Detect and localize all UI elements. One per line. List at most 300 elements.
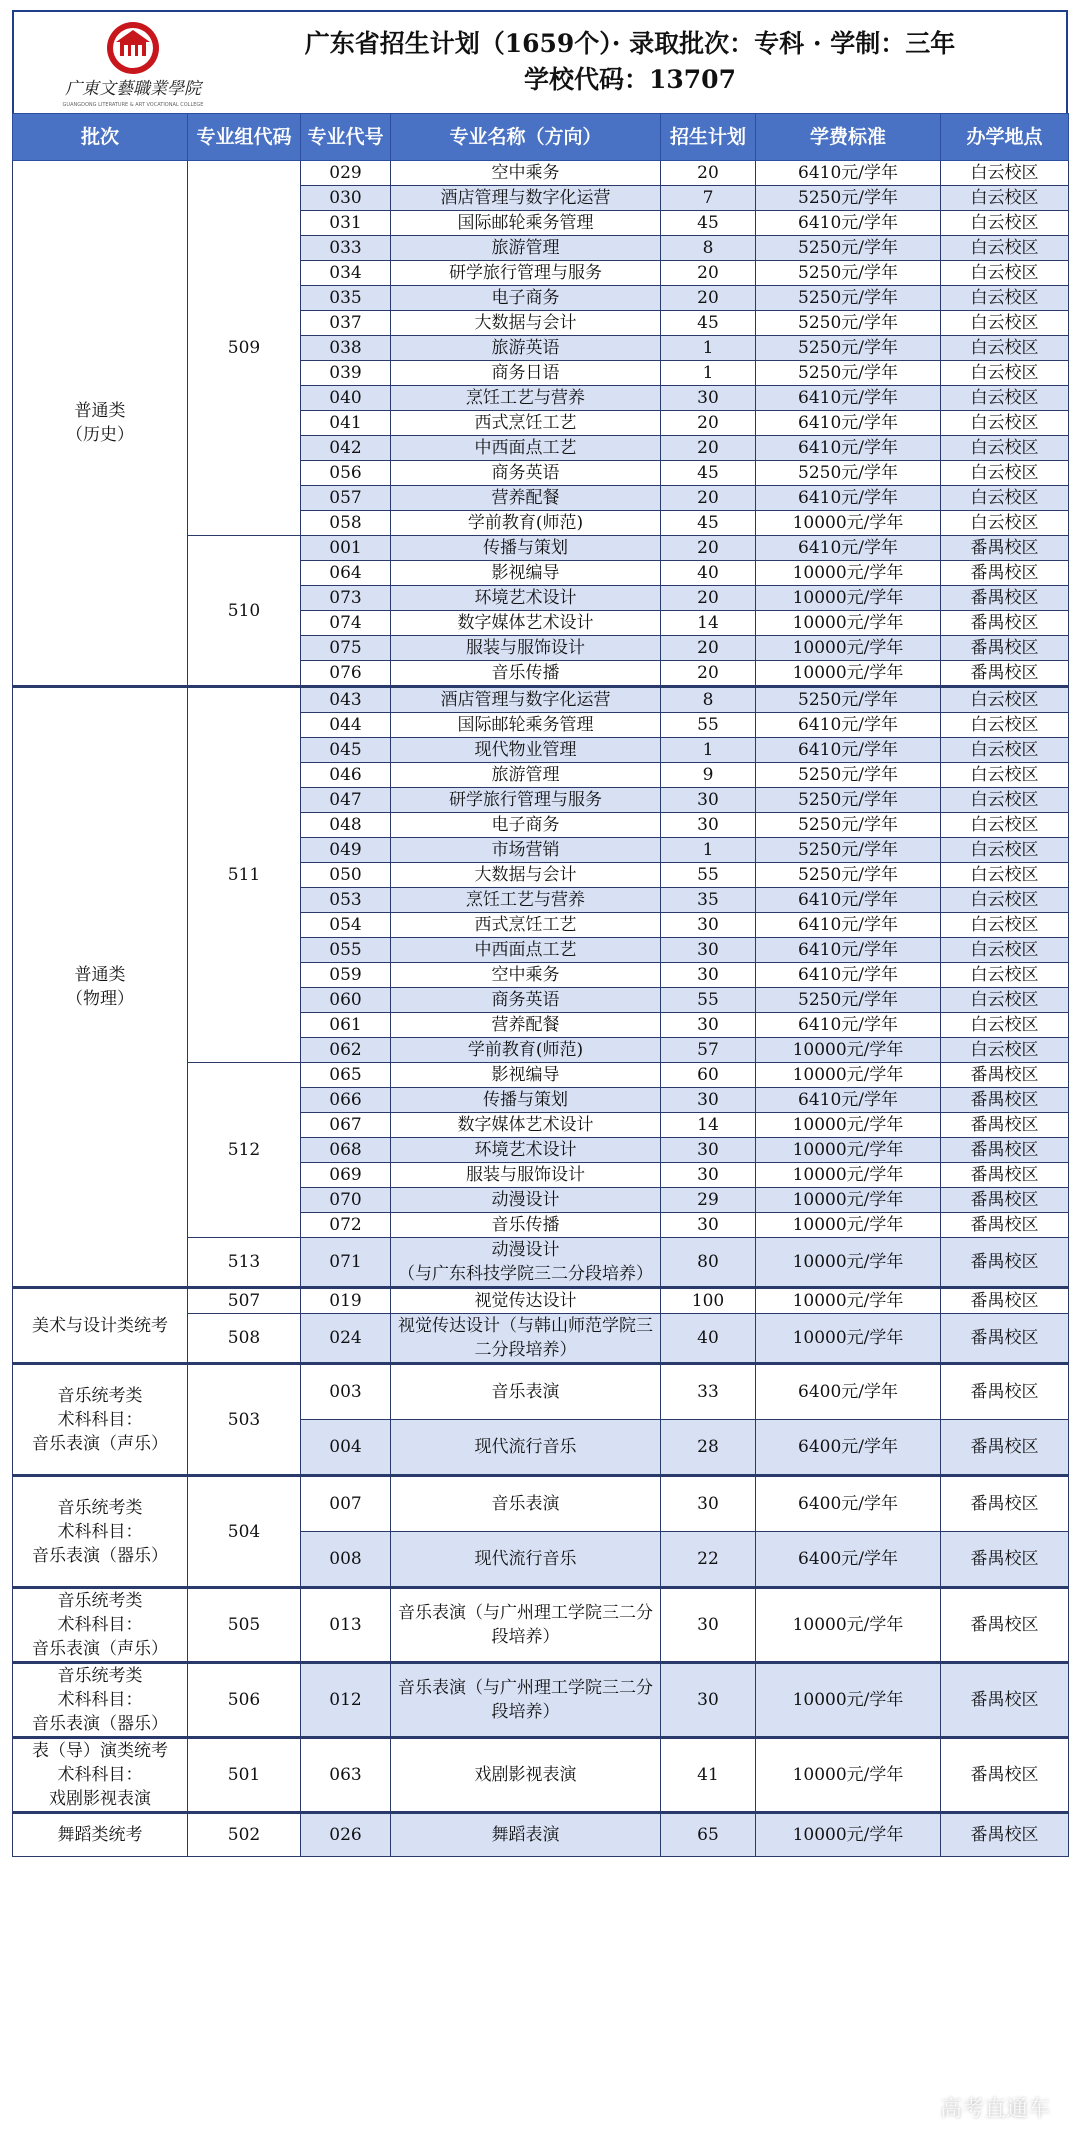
plan-count-cell: 30 — [661, 963, 756, 988]
school-logo-icon — [58, 18, 208, 110]
major-name-cell: 音乐表演 — [391, 1364, 661, 1420]
header — [12, 10, 1068, 113]
campus-cell: 白云校区 — [941, 411, 1069, 436]
campus-cell: 番禺校区 — [941, 1663, 1069, 1738]
major-name-cell: 视觉传达设计 — [391, 1288, 661, 1314]
major-name-cell: 营养配餐 — [391, 1013, 661, 1038]
major-name-cell: 服装与服饰设计 — [391, 1163, 661, 1188]
table-row — [13, 1364, 1069, 1420]
major-name-cell: 旅游英语 — [391, 336, 661, 361]
major-name-cell: 传播与策划 — [391, 536, 661, 561]
major-name-cell: 营养配餐 — [391, 486, 661, 511]
major-code-cell: 004 — [301, 1420, 391, 1476]
tuition-cell: 10000元/学年 — [756, 1213, 941, 1238]
batch-cell: 音乐统考类 术科科目： 音乐表演（器乐） — [13, 1476, 188, 1588]
group-code-cell: 505 — [188, 1588, 301, 1663]
batch-cell: 美术与设计类统考 — [13, 1288, 188, 1364]
plan-count-cell: 30 — [661, 913, 756, 938]
major-code-cell: 067 — [301, 1113, 391, 1138]
campus-cell: 番禺校区 — [941, 1113, 1069, 1138]
major-name-cell: 酒店管理与数字化运营 — [391, 687, 661, 713]
logo-text: 广東文藝職業學院 — [65, 79, 201, 99]
tuition-cell: 10000元/学年 — [756, 1188, 941, 1213]
campus-cell: 白云校区 — [941, 788, 1069, 813]
campus-cell: 白云校区 — [941, 687, 1069, 713]
plan-count-cell: 1 — [661, 738, 756, 763]
campus-cell: 番禺校区 — [941, 1813, 1069, 1857]
batch-cell: 表（导）演类统考 术科科目： 戏剧影视表演 — [13, 1738, 188, 1813]
col-header: 批次 — [13, 114, 188, 161]
table-row — [13, 1663, 1069, 1738]
major-code-cell: 046 — [301, 763, 391, 788]
plan-count-cell: 20 — [661, 636, 756, 661]
major-code-cell: 063 — [301, 1738, 391, 1813]
major-name-cell: 商务日语 — [391, 361, 661, 386]
plan-count-cell: 65 — [661, 1813, 756, 1857]
tuition-cell: 10000元/学年 — [756, 661, 941, 687]
tuition-cell: 10000元/学年 — [756, 1813, 941, 1857]
major-code-cell: 061 — [301, 1013, 391, 1038]
plan-count-cell: 41 — [661, 1738, 756, 1813]
major-name-cell: 传播与策划 — [391, 1088, 661, 1113]
major-name-cell: 旅游管理 — [391, 236, 661, 261]
plan-count-cell: 30 — [661, 788, 756, 813]
major-code-cell: 059 — [301, 963, 391, 988]
campus-cell: 番禺校区 — [941, 661, 1069, 687]
major-code-cell: 068 — [301, 1138, 391, 1163]
campus-cell: 番禺校区 — [941, 1364, 1069, 1420]
tuition-cell: 10000元/学年 — [756, 1038, 941, 1063]
plan-count-cell: 57 — [661, 1038, 756, 1063]
admission-table — [12, 113, 1069, 1857]
plan-count-cell: 30 — [661, 1213, 756, 1238]
plan-count-cell: 20 — [661, 436, 756, 461]
campus-cell: 白云校区 — [941, 511, 1069, 536]
major-name-cell: 大数据与会计 — [391, 311, 661, 336]
campus-cell: 白云校区 — [941, 913, 1069, 938]
tuition-cell: 10000元/学年 — [756, 1163, 941, 1188]
campus-cell: 白云校区 — [941, 311, 1069, 336]
campus-cell: 番禺校区 — [941, 611, 1069, 636]
major-name-cell: 市场营销 — [391, 838, 661, 863]
major-name-cell: 电子商务 — [391, 286, 661, 311]
group-code-cell: 502 — [188, 1813, 301, 1857]
major-name-cell: 现代流行音乐 — [391, 1420, 661, 1476]
major-name-cell: 动漫设计 — [391, 1188, 661, 1213]
plan-count-cell: 1 — [661, 838, 756, 863]
major-code-cell: 075 — [301, 636, 391, 661]
plan-count-cell: 30 — [661, 386, 756, 411]
major-code-cell: 043 — [301, 687, 391, 713]
major-code-cell: 019 — [301, 1288, 391, 1314]
plan-count-cell: 55 — [661, 863, 756, 888]
campus-cell: 白云校区 — [941, 211, 1069, 236]
batch-cell: 音乐统考类 术科科目： 音乐表演（声乐） — [13, 1588, 188, 1663]
major-name-cell: 电子商务 — [391, 813, 661, 838]
plan-count-cell: 30 — [661, 938, 756, 963]
tuition-cell: 6410元/学年 — [756, 963, 941, 988]
plan-count-cell: 45 — [661, 211, 756, 236]
major-code-cell: 041 — [301, 411, 391, 436]
major-code-cell: 053 — [301, 888, 391, 913]
major-code-cell: 070 — [301, 1188, 391, 1213]
major-name-cell: 服装与服饰设计 — [391, 636, 661, 661]
plan-count-cell: 55 — [661, 713, 756, 738]
major-name-cell: 影视编导 — [391, 1063, 661, 1088]
campus-cell: 白云校区 — [941, 461, 1069, 486]
tuition-cell: 6410元/学年 — [756, 1013, 941, 1038]
group-code-cell: 509 — [188, 161, 301, 536]
major-name-cell: 中西面点工艺 — [391, 938, 661, 963]
major-code-cell: 057 — [301, 486, 391, 511]
plan-count-cell: 20 — [661, 586, 756, 611]
tuition-cell: 6410元/学年 — [756, 386, 941, 411]
major-name-cell: 烹饪工艺与营养 — [391, 386, 661, 411]
tuition-cell: 10000元/学年 — [756, 1314, 941, 1364]
tuition-cell: 10000元/学年 — [756, 1063, 941, 1088]
tuition-cell: 5250元/学年 — [756, 788, 941, 813]
tuition-cell: 6400元/学年 — [756, 1532, 941, 1588]
campus-cell: 番禺校区 — [941, 586, 1069, 611]
major-code-cell: 024 — [301, 1314, 391, 1364]
plan-count-cell: 30 — [661, 1013, 756, 1038]
major-code-cell: 058 — [301, 511, 391, 536]
major-code-cell: 066 — [301, 1088, 391, 1113]
tuition-cell: 5250元/学年 — [756, 261, 941, 286]
campus-cell: 番禺校区 — [941, 1163, 1069, 1188]
major-code-cell: 055 — [301, 938, 391, 963]
major-name-cell: 国际邮轮乘务管理 — [391, 713, 661, 738]
tuition-cell: 6410元/学年 — [756, 161, 941, 186]
campus-cell: 白云校区 — [941, 261, 1069, 286]
major-name-cell: 影视编导 — [391, 561, 661, 586]
table-row — [13, 161, 1069, 186]
major-code-cell: 072 — [301, 1213, 391, 1238]
major-name-cell: 音乐表演 — [391, 1476, 661, 1532]
major-code-cell: 044 — [301, 713, 391, 738]
tuition-cell: 10000元/学年 — [756, 1588, 941, 1663]
plan-count-cell: 7 — [661, 186, 756, 211]
major-code-cell: 035 — [301, 286, 391, 311]
group-code-cell: 510 — [188, 536, 301, 687]
campus-cell: 番禺校区 — [941, 1138, 1069, 1163]
plan-count-cell: 30 — [661, 1588, 756, 1663]
tuition-cell: 10000元/学年 — [756, 561, 941, 586]
major-code-cell: 038 — [301, 336, 391, 361]
tuition-cell: 5250元/学年 — [756, 461, 941, 486]
major-code-cell: 062 — [301, 1038, 391, 1063]
major-name-cell: 空中乘务 — [391, 161, 661, 186]
plan-count-cell: 30 — [661, 1163, 756, 1188]
major-code-cell: 029 — [301, 161, 391, 186]
major-name-cell: 视觉传达设计（与韩山师范学院三 二分段培养） — [391, 1314, 661, 1364]
group-code-cell: 507 — [188, 1288, 301, 1314]
group-code-cell: 513 — [188, 1238, 301, 1288]
plan-count-cell: 20 — [661, 661, 756, 687]
campus-cell: 白云校区 — [941, 888, 1069, 913]
major-code-cell: 069 — [301, 1163, 391, 1188]
plan-count-cell: 8 — [661, 236, 756, 261]
plan-count-cell: 55 — [661, 988, 756, 1013]
plan-count-cell: 45 — [661, 311, 756, 336]
tuition-cell: 10000元/学年 — [756, 511, 941, 536]
major-name-cell: 舞蹈表演 — [391, 1813, 661, 1857]
major-code-cell: 056 — [301, 461, 391, 486]
group-code-cell: 508 — [188, 1314, 301, 1364]
plan-count-cell: 20 — [661, 161, 756, 186]
tuition-cell: 10000元/学年 — [756, 1288, 941, 1314]
campus-cell: 番禺校区 — [941, 1188, 1069, 1213]
plan-count-cell: 29 — [661, 1188, 756, 1213]
tuition-cell: 5250元/学年 — [756, 687, 941, 713]
major-code-cell: 050 — [301, 863, 391, 888]
major-code-cell: 033 — [301, 236, 391, 261]
tuition-cell: 10000元/学年 — [756, 636, 941, 661]
plan-count-cell: 20 — [661, 411, 756, 436]
tuition-cell: 10000元/学年 — [756, 1113, 941, 1138]
group-code-cell: 504 — [188, 1476, 301, 1588]
campus-cell: 番禺校区 — [941, 1588, 1069, 1663]
campus-cell: 白云校区 — [941, 1038, 1069, 1063]
tuition-cell: 5250元/学年 — [756, 186, 941, 211]
plan-count-cell: 30 — [661, 1663, 756, 1738]
major-code-cell: 003 — [301, 1364, 391, 1420]
campus-cell: 白云校区 — [941, 813, 1069, 838]
table-row — [13, 1288, 1069, 1314]
plan-count-cell: 35 — [661, 888, 756, 913]
campus-cell: 白云校区 — [941, 938, 1069, 963]
campus-cell: 白云校区 — [941, 161, 1069, 186]
major-code-cell: 045 — [301, 738, 391, 763]
plan-count-cell: 40 — [661, 561, 756, 586]
col-header: 办学地点 — [941, 114, 1069, 161]
major-code-cell: 049 — [301, 838, 391, 863]
major-name-cell: 音乐表演（与广州理工学院三二分 段培养） — [391, 1663, 661, 1738]
major-code-cell: 031 — [301, 211, 391, 236]
campus-cell: 白云校区 — [941, 336, 1069, 361]
tuition-cell: 10000元/学年 — [756, 1238, 941, 1288]
table-row — [13, 687, 1069, 713]
campus-cell: 番禺校区 — [941, 636, 1069, 661]
col-header: 专业代号 — [301, 114, 391, 161]
major-code-cell: 048 — [301, 813, 391, 838]
major-name-cell: 大数据与会计 — [391, 863, 661, 888]
major-code-cell: 073 — [301, 586, 391, 611]
major-code-cell: 071 — [301, 1238, 391, 1288]
tuition-cell: 6410元/学年 — [756, 436, 941, 461]
major-code-cell: 047 — [301, 788, 391, 813]
campus-cell: 白云校区 — [941, 236, 1069, 261]
group-code-cell: 512 — [188, 1063, 301, 1238]
tuition-cell: 5250元/学年 — [756, 311, 941, 336]
plan-count-cell: 40 — [661, 1314, 756, 1364]
campus-cell: 番禺校区 — [941, 1532, 1069, 1588]
major-name-cell: 现代物业管理 — [391, 738, 661, 763]
tuition-cell: 5250元/学年 — [756, 763, 941, 788]
batch-cell: 音乐统考类 术科科目： 音乐表演（器乐） — [13, 1663, 188, 1738]
batch-cell: 音乐统考类 术科科目： 音乐表演（声乐） — [13, 1364, 188, 1476]
major-name-cell: 动漫设计 （与广东科技学院三二分段培养） — [391, 1238, 661, 1288]
major-code-cell: 030 — [301, 186, 391, 211]
major-code-cell: 007 — [301, 1476, 391, 1532]
tuition-cell: 5250元/学年 — [756, 988, 941, 1013]
campus-cell: 番禺校区 — [941, 1314, 1069, 1364]
tuition-cell: 6400元/学年 — [756, 1476, 941, 1532]
tuition-cell: 10000元/学年 — [756, 1663, 941, 1738]
major-name-cell: 研学旅行管理与服务 — [391, 261, 661, 286]
major-name-cell: 现代流行音乐 — [391, 1532, 661, 1588]
campus-cell: 番禺校区 — [941, 536, 1069, 561]
campus-cell: 白云校区 — [941, 486, 1069, 511]
tuition-cell: 6410元/学年 — [756, 938, 941, 963]
campus-cell: 番禺校区 — [941, 1063, 1069, 1088]
tuition-cell: 6410元/学年 — [756, 211, 941, 236]
campus-cell: 白云校区 — [941, 361, 1069, 386]
major-code-cell: 065 — [301, 1063, 391, 1088]
plan-count-cell: 28 — [661, 1420, 756, 1476]
plan-count-cell: 45 — [661, 461, 756, 486]
major-name-cell: 音乐传播 — [391, 1213, 661, 1238]
tuition-cell: 10000元/学年 — [756, 586, 941, 611]
plan-count-cell: 20 — [661, 261, 756, 286]
table-row — [13, 1813, 1069, 1857]
group-code-cell: 503 — [188, 1364, 301, 1476]
group-code-cell: 506 — [188, 1663, 301, 1738]
major-code-cell: 060 — [301, 988, 391, 1013]
tuition-cell: 10000元/学年 — [756, 611, 941, 636]
plan-count-cell: 22 — [661, 1532, 756, 1588]
tuition-cell: 10000元/学年 — [756, 1738, 941, 1813]
major-name-cell: 戏剧影视表演 — [391, 1738, 661, 1813]
major-name-cell: 国际邮轮乘务管理 — [391, 211, 661, 236]
major-name-cell: 商务英语 — [391, 988, 661, 1013]
col-header: 学费标准 — [756, 114, 941, 161]
major-name-cell: 音乐传播 — [391, 661, 661, 687]
tuition-cell: 5250元/学年 — [756, 336, 941, 361]
campus-cell: 白云校区 — [941, 1013, 1069, 1038]
major-code-cell: 040 — [301, 386, 391, 411]
table-row — [13, 1738, 1069, 1813]
plan-count-cell: 100 — [661, 1288, 756, 1314]
major-name-cell: 空中乘务 — [391, 963, 661, 988]
major-name-cell: 旅游管理 — [391, 763, 661, 788]
campus-cell: 番禺校区 — [941, 1288, 1069, 1314]
plan-count-cell: 14 — [661, 611, 756, 636]
campus-cell: 白云校区 — [941, 186, 1069, 211]
major-name-cell: 数字媒体艺术设计 — [391, 1113, 661, 1138]
campus-cell: 番禺校区 — [941, 1213, 1069, 1238]
tuition-cell: 6410元/学年 — [756, 888, 941, 913]
tuition-cell: 6410元/学年 — [756, 713, 941, 738]
campus-cell: 番禺校区 — [941, 1476, 1069, 1532]
major-name-cell: 环境艺术设计 — [391, 1138, 661, 1163]
major-name-cell: 环境艺术设计 — [391, 586, 661, 611]
plan-count-cell: 8 — [661, 687, 756, 713]
campus-cell: 白云校区 — [941, 763, 1069, 788]
major-name-cell: 商务英语 — [391, 461, 661, 486]
campus-cell: 番禺校区 — [941, 1738, 1069, 1813]
plan-count-cell: 30 — [661, 813, 756, 838]
tuition-cell: 5250元/学年 — [756, 361, 941, 386]
plan-count-cell: 20 — [661, 536, 756, 561]
tuition-cell: 5250元/学年 — [756, 286, 941, 311]
tuition-cell: 5250元/学年 — [756, 863, 941, 888]
tuition-cell: 6400元/学年 — [756, 1364, 941, 1420]
major-code-cell: 026 — [301, 1813, 391, 1857]
watermark: 高考直通车 — [939, 2097, 1050, 2122]
major-name-cell: 学前教育(师范) — [391, 511, 661, 536]
table-header-row — [13, 114, 1069, 161]
campus-cell: 番禺校区 — [941, 1088, 1069, 1113]
group-code-cell: 511 — [188, 687, 301, 1063]
col-header: 招生计划 — [661, 114, 756, 161]
tuition-cell: 5250元/学年 — [756, 236, 941, 261]
plan-count-cell: 30 — [661, 1476, 756, 1532]
major-code-cell: 074 — [301, 611, 391, 636]
plan-count-cell: 80 — [661, 1238, 756, 1288]
plan-count-cell: 14 — [661, 1113, 756, 1138]
campus-cell: 白云校区 — [941, 436, 1069, 461]
major-name-cell: 西式烹饪工艺 — [391, 411, 661, 436]
major-code-cell: 001 — [301, 536, 391, 561]
group-code-cell: 501 — [188, 1738, 301, 1813]
plan-count-cell: 30 — [661, 1138, 756, 1163]
campus-cell: 白云校区 — [941, 838, 1069, 863]
major-name-cell: 酒店管理与数字化运营 — [391, 186, 661, 211]
campus-cell: 白云校区 — [941, 286, 1069, 311]
major-code-cell: 012 — [301, 1663, 391, 1738]
campus-cell: 白云校区 — [941, 713, 1069, 738]
plan-count-cell: 1 — [661, 361, 756, 386]
major-name-cell: 烹饪工艺与营养 — [391, 888, 661, 913]
campus-cell: 番禺校区 — [941, 561, 1069, 586]
campus-cell: 番禺校区 — [941, 1238, 1069, 1288]
tuition-cell: 5250元/学年 — [756, 813, 941, 838]
major-name-cell: 学前教育(师范) — [391, 1038, 661, 1063]
major-code-cell: 037 — [301, 311, 391, 336]
major-code-cell: 076 — [301, 661, 391, 687]
campus-cell: 番禺校区 — [941, 1420, 1069, 1476]
col-header: 专业名称（方向） — [391, 114, 661, 161]
major-code-cell: 039 — [301, 361, 391, 386]
page-title — [214, 26, 1046, 98]
table-row — [13, 1476, 1069, 1532]
major-name-cell: 西式烹饪工艺 — [391, 913, 661, 938]
major-code-cell: 054 — [301, 913, 391, 938]
batch-cell: 普通类 （物理） — [13, 687, 188, 1288]
plan-count-cell: 20 — [661, 486, 756, 511]
title-line-1: 广东省招生计划（1659个）· 录取批次：专科 · 学制：三年 — [304, 29, 956, 58]
plan-count-cell: 30 — [661, 1088, 756, 1113]
col-header: 专业组代码 — [188, 114, 301, 161]
campus-cell: 白云校区 — [941, 738, 1069, 763]
plan-count-cell: 45 — [661, 511, 756, 536]
plan-count-cell: 1 — [661, 336, 756, 361]
major-name-cell: 中西面点工艺 — [391, 436, 661, 461]
major-code-cell: 034 — [301, 261, 391, 286]
campus-cell: 白云校区 — [941, 963, 1069, 988]
plan-count-cell: 33 — [661, 1364, 756, 1420]
major-code-cell: 064 — [301, 561, 391, 586]
tuition-cell: 6410元/学年 — [756, 411, 941, 436]
tuition-cell: 6410元/学年 — [756, 486, 941, 511]
major-code-cell: 008 — [301, 1532, 391, 1588]
major-name-cell: 数字媒体艺术设计 — [391, 611, 661, 636]
tuition-cell: 6410元/学年 — [756, 913, 941, 938]
plan-count-cell: 60 — [661, 1063, 756, 1088]
batch-cell: 普通类 （历史） — [13, 161, 188, 687]
batch-cell: 舞蹈类统考 — [13, 1813, 188, 1857]
